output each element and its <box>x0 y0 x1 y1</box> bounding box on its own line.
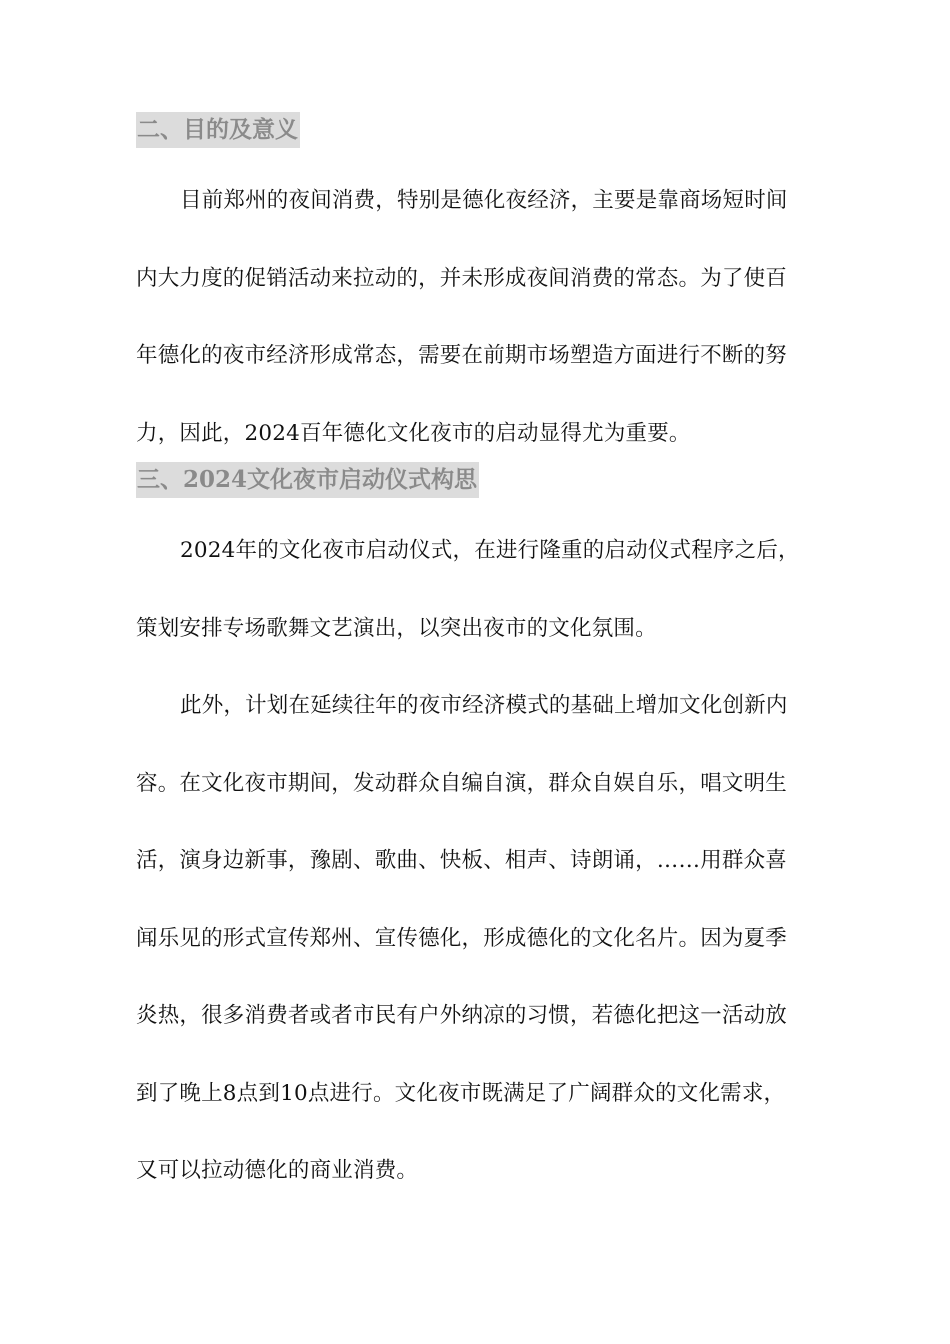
paragraph-line: 闻乐见的形式宣传郑州、宣传德化，形成德化的文化名片。因为夏季 <box>136 925 788 951</box>
paragraph-line: 此外，计划在延续往年的夜市经济模式的基础上增加文化创新内 <box>180 693 788 718</box>
paragraph-line: 又可以拉动德化的商业消费。 <box>136 1158 419 1183</box>
paragraph-line: 力，因此，2024百年德化文化夜市的启动显得尤为重要。 <box>136 420 691 446</box>
paragraph-line: 内大力度的促销活动来拉动的，并未形成夜间消费的常态。为了使百 <box>136 265 788 291</box>
paragraph-line: 炎热，很多消费者或者市民有户外纳凉的习惯，若德化把这一活动放 <box>136 1003 788 1028</box>
section-heading-ceremony: 三、2024文化夜市启动仪式构思 <box>136 462 479 498</box>
document-body <box>136 112 826 1210</box>
section-heading-wrap <box>136 112 826 162</box>
paragraph-line: 年德化的夜市经济形成常态，需要在前期市场塑造方面进行不断的努 <box>136 343 788 368</box>
paragraph-additional <box>136 667 826 1210</box>
paragraph-purpose <box>136 162 826 472</box>
paragraph-line: 策划安排专场歌舞文艺演出，以突出夜市的文化氛围。 <box>136 615 657 641</box>
paragraph-line: 目前郑州的夜间消费，特别是德化夜经济，主要是靠商场短时间 <box>180 188 788 213</box>
paragraph-line: 容。在文化夜市期间，发动群众自编自演，群众自娱自乐，唱文明生 <box>136 770 788 796</box>
section-heading-purpose: 二、目的及意义 <box>136 112 300 148</box>
paragraph-ceremony <box>136 512 826 667</box>
paragraph-line: 活，演身边新事，豫剧、歌曲、快板、相声、诗朗诵，……用群众喜 <box>136 848 788 873</box>
paragraph-line: 2024年的文化夜市启动仪式，在进行隆重的启动仪式程序之后， <box>180 538 800 563</box>
paragraph-line: 到了晚上8点到10点进行。文化夜市既满足了广阔群众的文化需求， <box>136 1080 786 1106</box>
